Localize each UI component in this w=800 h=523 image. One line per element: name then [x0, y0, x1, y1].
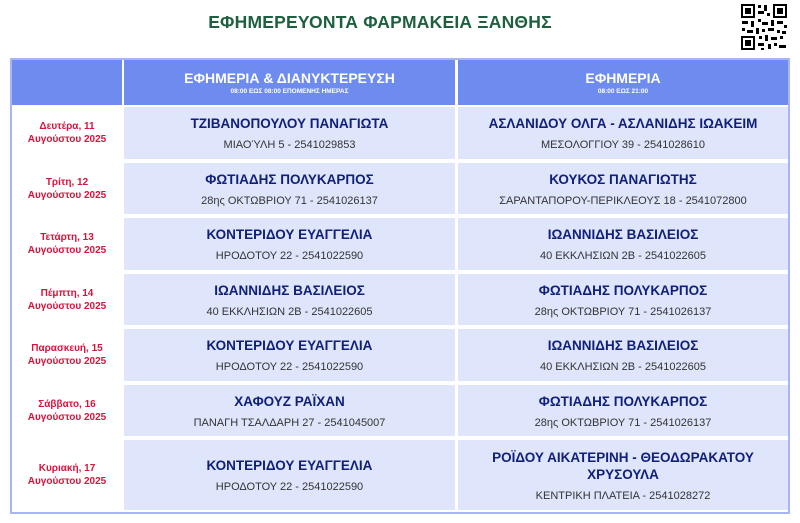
night-duty-cell: [124, 440, 455, 510]
day-cell: [12, 327, 122, 383]
date-label: Αυγούστου 2025: [27, 134, 107, 145]
pharmacy-address: 40 ΕΚΚΛΗΣΙΩΝ 2Β - 2541022605: [539, 361, 707, 373]
pharmacy-name: ΡΟΪΔΟΥ ΑΙΚΑΤΕΡΙΝΗ - ΘΕΟΔΩΡΑΚΑΤΟΥ ΧΡΥΣΟΥΛΑ: [492, 449, 754, 482]
day-cell: [12, 272, 122, 327]
duty-cell: [458, 274, 788, 325]
pharmacy-address: 28ης ΟΚΤΩΒΡΙΟΥ 71 - 2541026137: [534, 416, 712, 429]
pharmacy-name: ΚΟΝΤΕΡΙΔΟΥ ΕΥΑΓΓΕΛΙΑ: [206, 458, 373, 473]
night-duty-cell: [124, 329, 455, 381]
pharmacy-name: ΚΟΝΤΕΡΙΔΟΥ ΕΥΑΓΓΕΛΙΑ: [206, 227, 373, 242]
date-label: Αυγούστου 2025: [27, 189, 107, 201]
pharmacy-name: ΚΟΥΚΟΣ ΠΑΝΑΓΙΩΤΗΣ: [549, 171, 697, 187]
date-label: Αυγούστου 2025: [27, 356, 107, 367]
pharmacy-name: ΦΩΤΙΑΔΗΣ ΠΟΛΥΚΑΡΠΟΣ: [538, 282, 708, 298]
duty-cell: [458, 107, 788, 159]
duty-pharmacies-table: [10, 58, 790, 514]
day-label: Τρίτη, 12: [45, 176, 89, 188]
pharmacy-name: ΙΩΑΝΝΙΔΗΣ ΒΑΣΙΛΕΙΟΣ: [547, 338, 699, 353]
header-corner: [12, 60, 122, 105]
pharmacy-address: ΜΙΑΟΎΛΗ 5 - 2541029853: [223, 139, 356, 151]
day-label: Παρασκευή, 15: [31, 343, 103, 354]
day-label: Πέμπτη, 14: [40, 287, 94, 299]
table-row: [12, 105, 788, 161]
pharmacy-address: ΚΕΝΤΡΙΚΗ ΠΛΑΤΕΙΑ - 2541028272: [535, 489, 711, 502]
table-row: [12, 438, 788, 512]
day-cell: [12, 383, 122, 438]
duty-cell: [458, 218, 788, 270]
night-duty-cell: [124, 163, 455, 214]
day-label: Σάββατο, 16: [38, 398, 96, 410]
table-row: [12, 272, 788, 327]
pharmacy-name: ΤΖΙΒΑΝΟΠΟΥΛΟΥ ΠΑΝΑΓΙΩΤΑ: [190, 116, 389, 131]
header-column-night-duty: [124, 60, 455, 105]
pharmacy-name: ΦΩΤΙΑΔΗΣ ΠΟΛΥΚΑΡΠΟΣ: [538, 393, 708, 409]
night-duty-cell: [124, 218, 455, 270]
pharmacy-address: ΗΡΟΔΟΤΟΥ 22 - 2541022590: [215, 250, 364, 262]
table-row: [12, 216, 788, 272]
pharmacy-address: 40 ΕΚΚΛΗΣΙΩΝ 2Β - 2541022605: [206, 305, 373, 318]
pharmacy-address: 28ης ΟΚΤΩΒΡΙΟΥ 71 - 2541026137: [534, 305, 712, 318]
date-label: Αυγούστου 2025: [27, 300, 107, 312]
pharmacy-name: ΦΩΤΙΑΔΗΣ ΠΟΛΥΚΑΡΠΟΣ: [205, 171, 374, 187]
table-row: [12, 161, 788, 216]
day-cell: [12, 161, 122, 216]
pharmacy-name: ΙΩΑΝΝΙΔΗΣ ΒΑΣΙΛΕΙΟΣ: [547, 227, 699, 242]
day-label: Κυριακή, 17: [38, 463, 96, 474]
pharmacy-name: ΑΣΛΑΝΙΔΟΥ ΟΛΓΑ - ΑΣΛΑΝΙΔΗΣ ΙΩΑΚΕΙΜ: [488, 116, 758, 131]
night-duty-cell: [124, 385, 455, 436]
qr-code-icon[interactable]: [740, 3, 788, 51]
pharmacy-name: ΧΑΦΟΥΖ ΡΑΪΧΑΝ: [234, 393, 345, 409]
duty-cell: [458, 329, 788, 381]
day-label: Τετάρτη, 13: [40, 232, 94, 243]
header-night-duty-title: ΕΦΗΜΕΡΙΑ & ΔΙΑΝΥΚΤΕΡΕΥΣΗ: [184, 70, 395, 86]
header-column-duty: [458, 60, 788, 105]
pharmacy-address: ΜΕΣΟΛΟΓΓΙΟΥ 39 - 2541028610: [540, 139, 706, 151]
day-cell: [12, 216, 122, 272]
pharmacy-name: ΙΩΑΝΝΙΔΗΣ ΒΑΣΙΛΕΙΟΣ: [214, 282, 365, 298]
pharmacy-address: ΗΡΟΔΟΤΟΥ 22 - 2541022590: [215, 361, 364, 373]
header-night-duty-hours: 08:00 ΕΩΣ 08:00 ΕΠΟΜΕΝΗΣ ΗΜΕΡΑΣ: [230, 88, 349, 95]
table-row: [12, 327, 788, 383]
date-label: Αυγούστου 2025: [27, 476, 107, 487]
pharmacy-address: ΠΑΝΑΓΗ ΤΣΑΛΔΑΡΗ 27 - 2541045007: [193, 416, 386, 429]
duty-cell: [458, 163, 788, 214]
pharmacy-address: ΗΡΟΔΟΤΟΥ 22 - 2541022590: [215, 481, 364, 493]
pharmacy-address: 28ης ΟΚΤΩΒΡΙΟΥ 71 - 2541026137: [201, 194, 378, 207]
table-row: [12, 383, 788, 438]
duty-cell: [458, 385, 788, 436]
day-cell: [12, 105, 122, 161]
page-title: ΕΦΗΜΕΡΕΥΟΝΤΑ ΦΑΡΜΑΚΕΙΑ ΞΑΝΘΗΣ: [208, 12, 552, 32]
day-cell: [12, 438, 122, 512]
header-duty-hours: 08:00 ΕΩΣ 21:00: [597, 88, 649, 95]
date-label: Αυγούστου 2025: [27, 245, 107, 256]
pharmacy-address: ΣΑΡΑΝΤΑΠΟΡΟΥ-ΠΕΡΙΚΛΕΟΥΣ 18 - 2541072800: [499, 194, 747, 207]
duty-cell: [458, 440, 788, 510]
date-label: Αυγούστου 2025: [27, 411, 107, 423]
day-label: Δευτέρα, 11: [39, 121, 95, 132]
night-duty-cell: [124, 107, 455, 159]
pharmacy-name: ΚΟΝΤΕΡΙΔΟΥ ΕΥΑΓΓΕΛΙΑ: [206, 338, 373, 353]
header-duty-title: ΕΦΗΜΕΡΙΑ: [585, 70, 661, 86]
night-duty-cell: [124, 274, 455, 325]
pharmacy-address: 40 ΕΚΚΛΗΣΙΩΝ 2Β - 2541022605: [539, 250, 707, 262]
